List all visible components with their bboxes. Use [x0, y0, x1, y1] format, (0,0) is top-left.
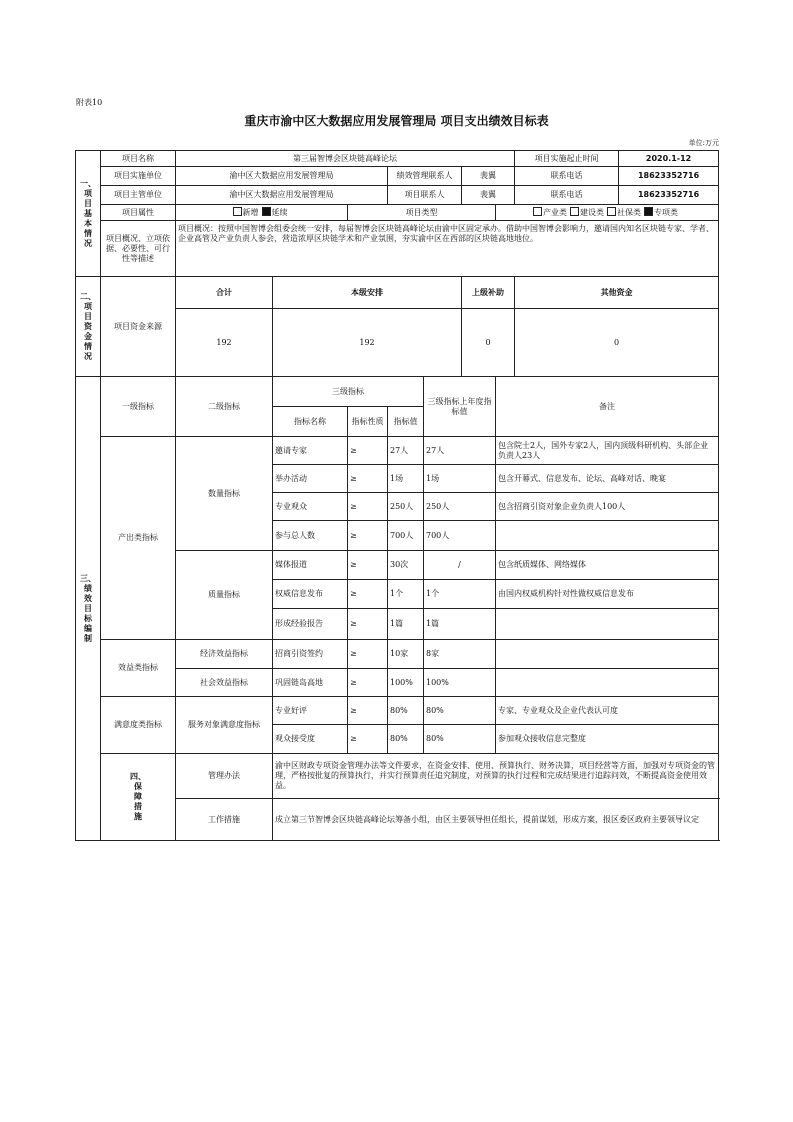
checkbox-checked-icon: [644, 207, 653, 216]
indicator-name: 媒体报道: [273, 551, 348, 580]
indicator-name: 举办活动: [273, 465, 348, 493]
indicator-nature: ≥: [348, 697, 388, 725]
indicator-prev: 80%: [424, 697, 496, 725]
indicator-prev: 1篇: [424, 609, 496, 640]
impl-unit-value: 渝中区大数据应用发展管理局: [176, 167, 388, 186]
overview-label: 项目概况、立项依据、必要性、可行性等描述: [101, 221, 176, 277]
header-level1: 一级指标: [101, 377, 176, 437]
header-prev-value: 三级指标上年度指标值: [424, 377, 496, 437]
header-note: 备注: [496, 377, 719, 437]
proj-contact-label: 项目联系人: [388, 186, 462, 205]
indicator-name: 专业观众: [273, 493, 348, 521]
type-label: 项目类型: [348, 205, 496, 221]
section-4-label: 四、 保 障 措 施: [101, 754, 176, 841]
indicator-name: 参与总人数: [273, 521, 348, 551]
indicator-note: 包含院士2人，国外专家2人，国内顶级科研机构、头部企业负责人23人: [496, 437, 719, 465]
section-2-label: 二、 项 目 资 金 情 况: [76, 277, 101, 377]
social-indicator-label: 社会效益指标: [176, 669, 273, 697]
indicator-nature: ≥: [348, 493, 388, 521]
indicator-prev: 1场: [424, 465, 496, 493]
indicator-note: [496, 609, 719, 640]
indicator-nature: ≥: [348, 640, 388, 669]
checkbox-empty-icon: [607, 207, 616, 216]
funds-header-superior: 上级补助: [462, 277, 515, 309]
indicator-nature: ≥: [348, 465, 388, 493]
attr-label: 项目属性: [101, 205, 176, 221]
mgmt-text: 渝中区财政专项资金管理办法等文件要求，在资金安排、使用、预算执行、财务决算，项目经营等方面，加强对专项资金的管理，严格按批复的预算执行，并实行预算责任追究制度，对预算的执行过程和完成结果进行追踪问效，不断提高资金使用效益。: [273, 754, 719, 799]
perf-contact-label: 绩效管理联系人: [388, 167, 462, 186]
indicator-value: 1场: [388, 465, 424, 493]
funds-header-total: 合计: [176, 277, 273, 309]
indicator-nature: ≥: [348, 551, 388, 580]
indicator-name: 专业好评: [273, 697, 348, 725]
indicator-note: [496, 669, 719, 697]
indicator-value: 1篇: [388, 609, 424, 640]
indicator-prev: 80%: [424, 725, 496, 754]
funds-header-other: 其他资金: [515, 277, 719, 309]
attr-option-continue: 延续: [262, 208, 288, 217]
phone-value: 18623352716: [619, 167, 719, 186]
indicator-nature: ≥: [348, 609, 388, 640]
header-name: 指标名称: [273, 407, 348, 437]
indicator-nature: ≥: [348, 580, 388, 609]
indicator-value: 80%: [388, 725, 424, 754]
indicator-name: 观众接受度: [273, 725, 348, 754]
indicator-name: 巩固链岛高地: [273, 669, 348, 697]
indicator-prev: /: [424, 551, 496, 580]
performance-target-table: [75, 150, 719, 841]
impl-unit-label: 项目实施单位: [101, 167, 176, 186]
funds-header-own: 本级安排: [273, 277, 462, 309]
mgmt-label: 管理办法: [176, 754, 273, 799]
header-level2: 二级指标: [176, 377, 273, 437]
indicator-value: 700人: [388, 521, 424, 551]
checkbox-empty-icon: [533, 207, 542, 216]
proj-contact-value: 裴翼: [462, 186, 515, 205]
page-title: 重庆市渝中区大数据应用发展管理局 项目支出绩效目标表: [244, 114, 549, 128]
supervisor-label: 项目主管单位: [101, 186, 176, 205]
funds-value-other: 0: [515, 309, 719, 377]
attachment-label: 附表10: [76, 98, 103, 107]
funds-value-own: 192: [273, 309, 462, 377]
indicator-note: [496, 521, 719, 551]
phone2-label: 联系电话: [515, 186, 619, 205]
section-3-label: 三、 绩 效 目 标 编 制: [76, 377, 101, 841]
type-options: [496, 205, 719, 221]
type-option-special: 专项类: [644, 208, 678, 217]
supervisor-value: 渝中区大数据应用发展管理局: [176, 186, 388, 205]
indicator-note: [496, 640, 719, 669]
funds-source-label: 项目资金来源: [101, 277, 176, 377]
quality-indicator-label: 质量指标: [176, 551, 273, 640]
checkbox-checked-icon: [262, 207, 271, 216]
indicator-prev: 700人: [424, 521, 496, 551]
indicator-note: 包含纸质媒体、网络媒体: [496, 551, 719, 580]
indicator-value: 27人: [388, 437, 424, 465]
indicator-prev: 27人: [424, 437, 496, 465]
satisfaction-indicator-label: 满意度类指标: [101, 697, 176, 754]
funds-value-superior: 0: [462, 309, 515, 377]
header-value: 指标值: [388, 407, 424, 437]
indicator-nature: ≥: [348, 437, 388, 465]
work-label: 工作措施: [176, 799, 273, 841]
indicator-nature: ≥: [348, 725, 388, 754]
type-option-social: 社保类: [607, 208, 641, 217]
type-option-construction: 建设类: [570, 208, 604, 217]
indicator-prev: 8家: [424, 640, 496, 669]
type-option-industry: 产业类: [533, 208, 567, 217]
indicator-value: 10家: [388, 640, 424, 669]
header-nature: 指标性质: [348, 407, 388, 437]
indicator-nature: ≥: [348, 521, 388, 551]
attr-options: [176, 205, 348, 221]
indicator-note: 包含开幕式、信息发布、论坛、高峰对话、晚宴: [496, 465, 719, 493]
phone2-value: 18623352716: [619, 186, 719, 205]
benefit-indicator-label: 效益类指标: [101, 640, 176, 697]
econ-indicator-label: 经济效益指标: [176, 640, 273, 669]
indicator-name: 权威信息发布: [273, 580, 348, 609]
overview-text: 项目概况：按照中国智博会组委会统一安排，每届智博会区块链高峰论坛由渝中区固定承办。借助中国智博会影响力，邀请国内知名区块链专家、学者、企业高管及产业负责人参会，营造浓厚区块链学术和产业氛围，夯实渝中区在西部的区块链高地地位。: [176, 221, 719, 277]
indicator-note: 包含招商引资对象企业负责人100人: [496, 493, 719, 521]
indicator-name: 邀请专家: [273, 437, 348, 465]
work-text: 成立第三节智博会区块链高峰论坛筹备小组，由区主要领导担任组长，提前谋划，形成方案，报区委区政府主要领导议定: [273, 799, 719, 841]
header-level3: 三级指标: [273, 377, 424, 407]
unit-label: 单位:万元: [688, 139, 719, 147]
output-indicator-label: 产出类指标: [101, 437, 176, 640]
indicator-value: 100%: [388, 669, 424, 697]
attr-option-new: 新增: [233, 208, 259, 217]
project-name-value: 第三届智博会区块链高峰论坛: [176, 151, 515, 167]
indicator-name: 形成经验报告: [273, 609, 348, 640]
indicator-value: 1个: [388, 580, 424, 609]
checkbox-empty-icon: [570, 207, 579, 216]
indicator-prev: 250人: [424, 493, 496, 521]
indicator-value: 30次: [388, 551, 424, 580]
indicator-name: 招商引资签约: [273, 640, 348, 669]
phone-label: 联系电话: [515, 167, 619, 186]
indicator-note: 专家、专业观众及企业代表认可度: [496, 697, 719, 725]
checkbox-empty-icon: [233, 207, 242, 216]
perf-contact-value: 裴翼: [462, 167, 515, 186]
project-name-label: 项目名称: [101, 151, 176, 167]
funds-value-total: 192: [176, 309, 273, 377]
indicator-nature: ≥: [348, 669, 388, 697]
indicator-note: 由国内权威机构针对性做权威信息发布: [496, 580, 719, 609]
indicator-value: 80%: [388, 697, 424, 725]
indicator-prev: 1个: [424, 580, 496, 609]
indicator-prev: 100%: [424, 669, 496, 697]
period-label: 项目实施起止时间: [515, 151, 619, 167]
indicator-value: 250人: [388, 493, 424, 521]
indicator-note: 参加观众接收信息完整度: [496, 725, 719, 754]
period-value: 2020.1-12: [619, 151, 719, 167]
section-1-label: 一、 项 目 基 本 情 况: [76, 151, 101, 277]
service-satisfaction-label: 服务对象满意度指标: [176, 697, 273, 754]
quantity-indicator-label: 数量指标: [176, 437, 273, 551]
